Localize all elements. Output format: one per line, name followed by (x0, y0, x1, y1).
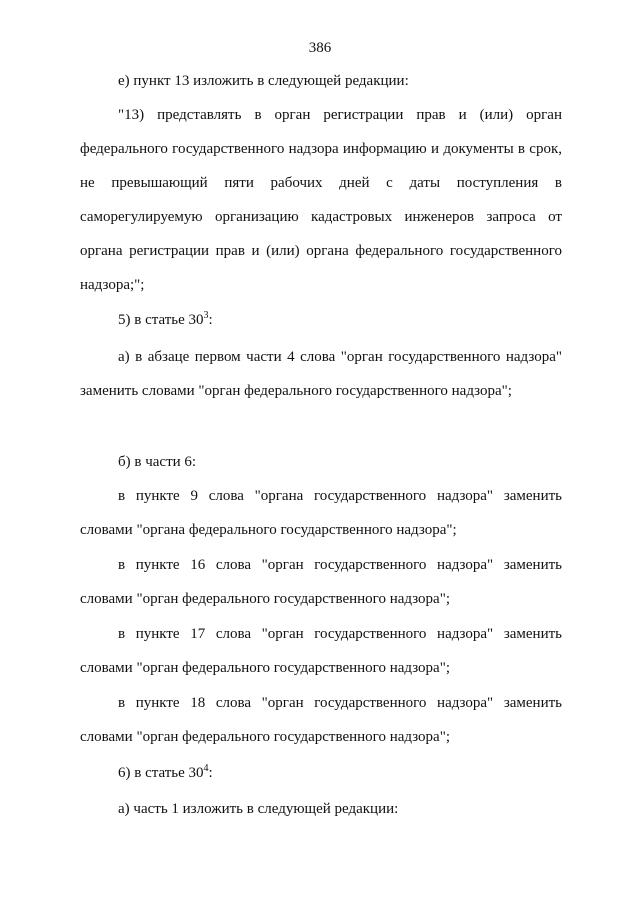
paragraph-quoted-item-13: "13) представлять в орган регистрации прав и (или) орган федерального государственного надзора информацию и документы в срок, не превышающий пяти рабочих дней с даты поступления в саморегулируемую организацию кадастровых инженеров запроса от органа регистрации прав и (или) органа федерального государственного надзора;"; (80, 107, 562, 293)
article-heading-text: 6) в статье 30 (118, 765, 204, 781)
article-heading-tail: : (208, 312, 213, 328)
paragraph-article-30-4 (80, 756, 562, 790)
paragraph-item-a-part-4: а) в абзаце первом части 4 слова "орган государственного надзора" заменить словами "орган федерального государственного надзора"; (80, 349, 562, 399)
paragraph-point-18: в пункте 18 слова "орган государственного надзора" заменить словами "орган федерального государственного надзора"; (80, 695, 562, 745)
article-heading-text: 5) в статье 30 (118, 312, 204, 328)
article-superscript: 4 (203, 763, 209, 774)
paragraph-point-16: в пункте 16 слова "орган государственного надзора" заменить словами "орган федерального государственного надзора"; (80, 557, 562, 607)
paragraph-point-17: в пункте 17 слова "орган государственного надзора" заменить словами "орган федерального государственного надзора"; (80, 626, 562, 676)
article-heading-tail: : (208, 765, 213, 781)
paragraph-point-9: в пункте 9 слова "органа государственного надзора" заменить словами "органа федерального государственного надзора"; (80, 488, 562, 538)
article-superscript: 3 (203, 310, 209, 321)
paragraph-item-b-part-6: б) в части 6: (118, 454, 197, 470)
page-number: 386 (308, 40, 332, 56)
paragraph-item-e: е) пункт 13 изложить в следующей редакции: (118, 73, 409, 89)
paragraph-item-a-part-1: а) часть 1 изложить в следующей редакции: (118, 801, 399, 817)
paragraph-article-30-3 (80, 303, 562, 337)
